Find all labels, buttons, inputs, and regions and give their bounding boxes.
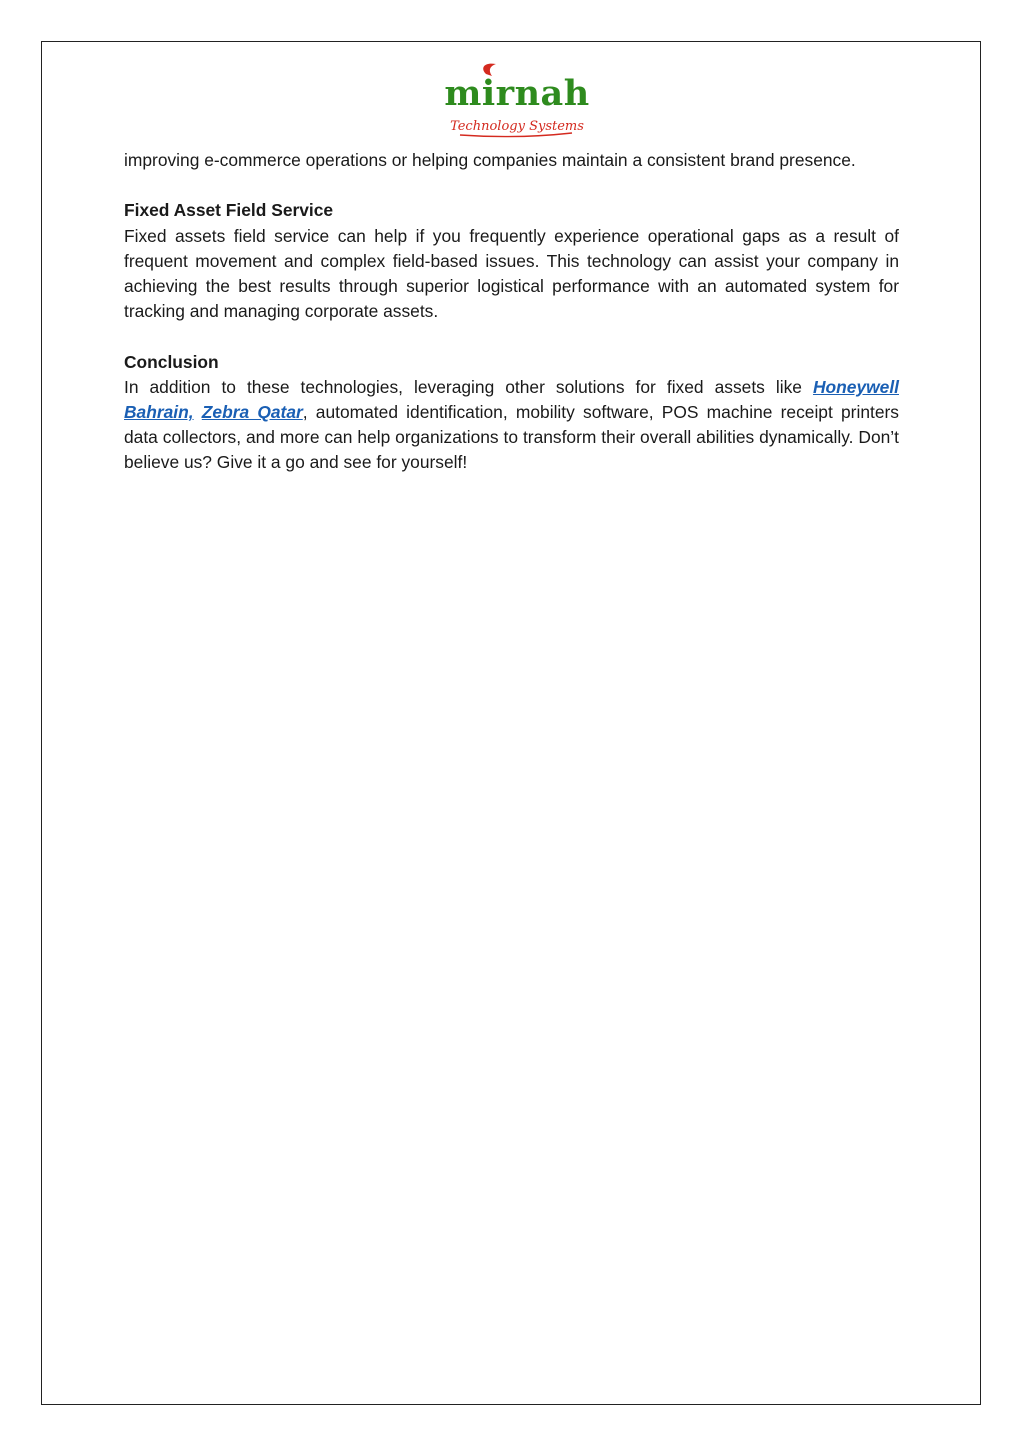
logo-tagline: Technology Systems — [450, 119, 584, 134]
conclusion-text-end: , automated identification, mobility software, POS machine receipt printers data collectors, and more can help organizations to transform their overall abilities dynamically. Don’t believe us? Give it a go and see for yourself! — [124, 402, 899, 473]
logo-wordmark: mirnah — [444, 73, 590, 114]
link-separator — [194, 402, 202, 422]
fixed-asset-heading: Fixed Asset Field Service — [124, 200, 334, 221]
conclusion-text-start: In addition to these technologies, leveraging other solutions for fixed assets like — [124, 376, 813, 397]
paragraph-gap — [124, 324, 899, 349]
intro-paragraph: improving e-commerce operations or helping companies maintain a consistent brand presence. — [124, 150, 856, 170]
paragraph-gap — [124, 173, 899, 198]
company-logo — [440, 62, 595, 142]
honeywell-bahrain-link[interactable]: Honeywell Bahrain, — [124, 376, 899, 422]
fixed-asset-paragraph: Fixed assets field service can help if you frequently experience operational gaps as a result of frequent movement and complex field-based issues. This technology can assist your company in achieving the best results through superior logistical performance with an automated system for tracking and managing corporate assets. — [124, 225, 899, 322]
conclusion-paragraph — [124, 375, 899, 476]
conclusion-heading: Conclusion — [124, 351, 219, 372]
document-body — [124, 148, 899, 476]
zebra-qatar-link[interactable]: Zebra Qatar — [201, 402, 303, 422]
